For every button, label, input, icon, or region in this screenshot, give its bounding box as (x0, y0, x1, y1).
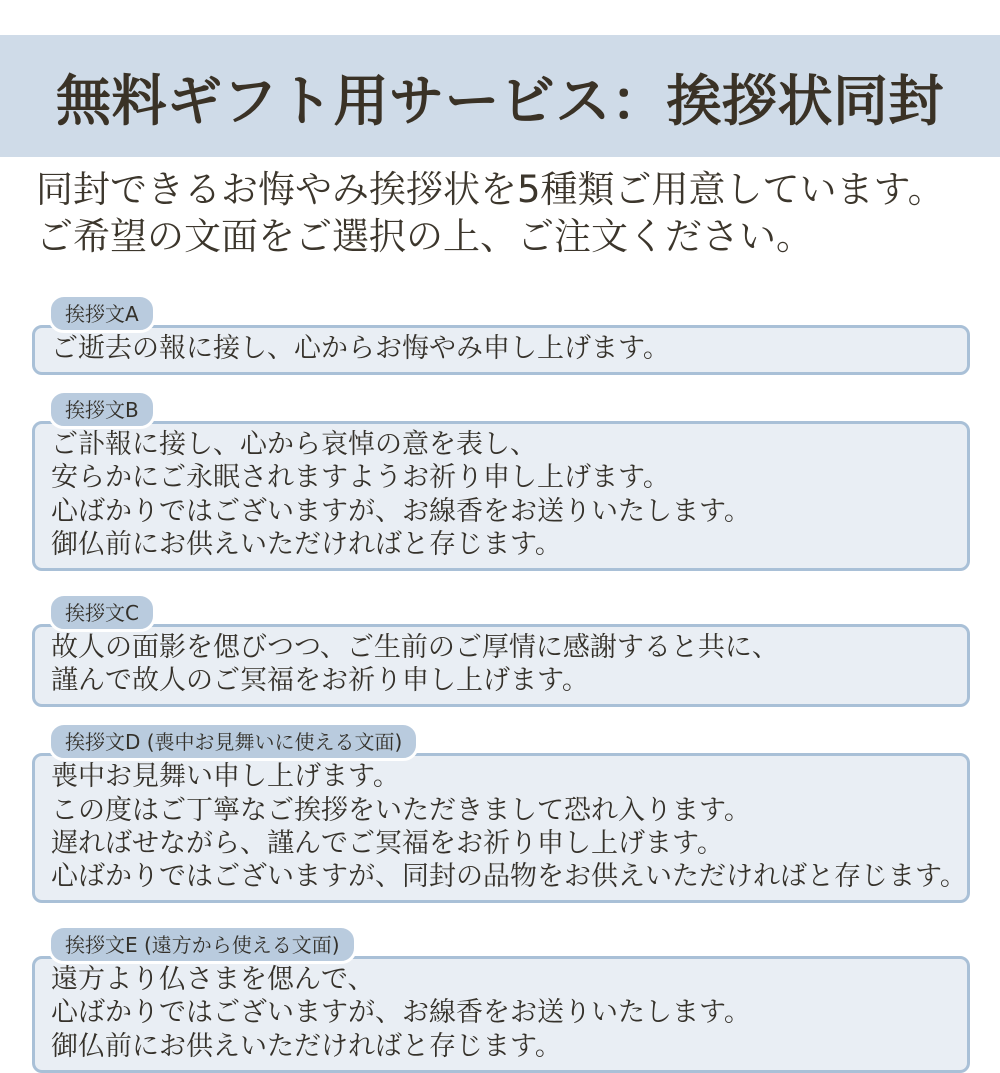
text-line: 遅ればせながら、謹んでご冥福をお祈り申し上げます。 (51, 827, 724, 859)
section-a-text-box (32, 325, 970, 375)
text-line: 喪中お見舞い申し上げます。 (51, 761, 400, 793)
text-line: ご逝去の報に接し、心からお悔やみ申し上げます。 (51, 332, 670, 364)
page-title: 無料ギフト用サービス：挨拶状同封 (55, 68, 944, 133)
section-e-text-box (32, 956, 970, 1073)
section-c-text-box (32, 624, 970, 707)
section-d-text-box (32, 753, 970, 903)
greeting-sections (0, 279, 1000, 1073)
intro-line-2: ご希望の文面をご選択の上、ご注文ください。 (36, 214, 813, 258)
text-line: 御仏前にお供えいただければと存じます。 (51, 1030, 562, 1062)
intro-line-1: 同封できるお悔やみ挨拶状を5種類ご用意しています。 (36, 168, 945, 211)
text-line: 心ばかりではございますが、お線香をお送りいたします。 (51, 495, 751, 527)
greeting-section-c (32, 571, 970, 707)
text-line: ご訃報に接し、心から哀悼の意を表し、 (51, 429, 537, 461)
section-b-text-box (32, 421, 970, 571)
text-line: 故人の面影を偲びつつ、ご生前のご厚情に感謝すると共に、 (51, 631, 779, 663)
greeting-section-b (32, 375, 970, 571)
greeting-section-e (32, 903, 970, 1073)
header-banner (0, 35, 1000, 157)
section-b-label: 挨拶文B (48, 390, 156, 429)
section-c-label: 挨拶文C (48, 593, 156, 632)
greeting-section-d (32, 707, 970, 903)
text-line: 御仏前にお供えいただければと存じます。 (51, 528, 562, 560)
text-line: 遠方より仏さまを偲んで、 (51, 964, 375, 996)
text-line: 心ばかりではございますが、同封の品物をお供えいただければと存じます。 (51, 861, 967, 892)
text-line: この度はご丁寧なご挨拶をいただきまして恐れ入ります。 (51, 794, 751, 826)
section-e-label: 挨拶文E (遠方から使える文面) (48, 925, 357, 964)
text-line: 謹んで故人のご冥福をお祈り申し上げます。 (51, 665, 589, 697)
page (0, 35, 1000, 1062)
intro-text (36, 167, 980, 261)
section-d-label: 挨拶文D (喪中お見舞いに使える文面) (48, 722, 419, 761)
greeting-section-a (32, 279, 970, 375)
section-a-label: 挨拶文A (48, 294, 156, 333)
text-line: 心ばかりではございますが、お線香をお送りいたします。 (51, 997, 751, 1029)
text-line: 安らかにご永眠されますようお祈り申し上げます。 (51, 462, 670, 494)
